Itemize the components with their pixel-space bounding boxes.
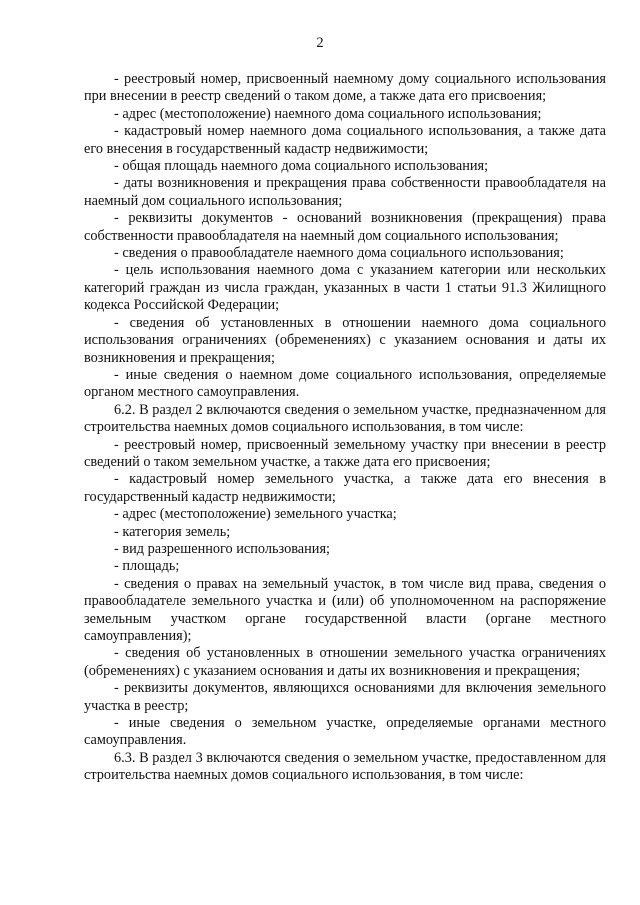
page-number: 2 — [316, 35, 324, 51]
paragraph: - сведения о правообладателе наемного дома социального использования; — [114, 245, 564, 262]
paragraph: - площадь; — [114, 558, 180, 575]
paragraph: - сведения о правах на земельный участок, в том числе вид права, сведения о правообладателе земельного участка и (или) об уполномоченном на распоряжение земельным участком органе государственной власти (органе местного самоуправления); — [84, 575, 606, 644]
paragraph: - реквизиты документов - оснований возникновения (прекращения) права собственности правообладателя на наемный дом социального использования; — [84, 210, 606, 244]
paragraph: - адрес (местоположение) наемного дома социального использования; — [114, 105, 542, 122]
paragraph: - цель использования наемного дома с указанием категории или нескольких категорий граждан из числа граждан, указанных в части 1 статьи 91.3 Жилищного кодекса Российской Федерации; — [84, 262, 606, 314]
paragraph: - иные сведения о наемном доме социального использования, определяемые органом местного самоуправления. — [84, 366, 606, 401]
paragraph: - реестровый номер, присвоенный земельному участку при внесении в реестр сведений о таком земельном участке, а также дата его присвоения; — [84, 436, 606, 470]
paragraph: - реестровый номер, присвоенный наемному дому социального использования при внесении в реестр сведений о таком доме, а также дата его присвоения; — [84, 71, 606, 105]
section-paragraph: 6.2. В раздел 2 включаются сведения о земельном участке, предназначенном для строительства наемных домов социального использования, в том числе: — [84, 401, 606, 436]
paragraph: - категория земель; — [114, 523, 231, 540]
paragraph: - кадастровый номер земельного участка, а также дата его внесения в государственный кадастр недвижимости; — [84, 471, 606, 505]
paragraph: - реквизиты документов, являющихся основаниями для включения земельного участка в реестр; — [84, 680, 606, 714]
paragraph: - адрес (местоположение) земельного участка; — [114, 506, 397, 523]
paragraph: - общая площадь наемного дома социального использования; — [114, 158, 489, 175]
paragraph: - даты возникновения и прекращения права собственности правообладателя на наемный дом социального использования; — [84, 175, 606, 209]
paragraph: - кадастровый номер наемного дома социального использования, а также дата его внесения в государственный кадастр недвижимости; — [84, 123, 606, 157]
paragraph: - иные сведения о земельном участке, определяемые органами местного самоуправления. — [84, 715, 606, 749]
section-paragraph: 6.3. В раздел 3 включаются сведения о земельном участке, предоставленном для строительства наемных домов социального использования, в том числе: — [84, 749, 606, 784]
paragraph: - сведения об установленных в отношении земельного участка ограничениях (обременениях) с указанием основания и даты их возникновения и прекращения; — [84, 645, 606, 679]
paragraph: - сведения об установленных в отношении наемного дома социального использования ограничениях (обременениях) с указанием основания и даты их возникновения и прекращения; — [84, 314, 606, 366]
paragraph: - вид разрешенного использования; — [114, 540, 330, 557]
document-body — [84, 71, 606, 785]
